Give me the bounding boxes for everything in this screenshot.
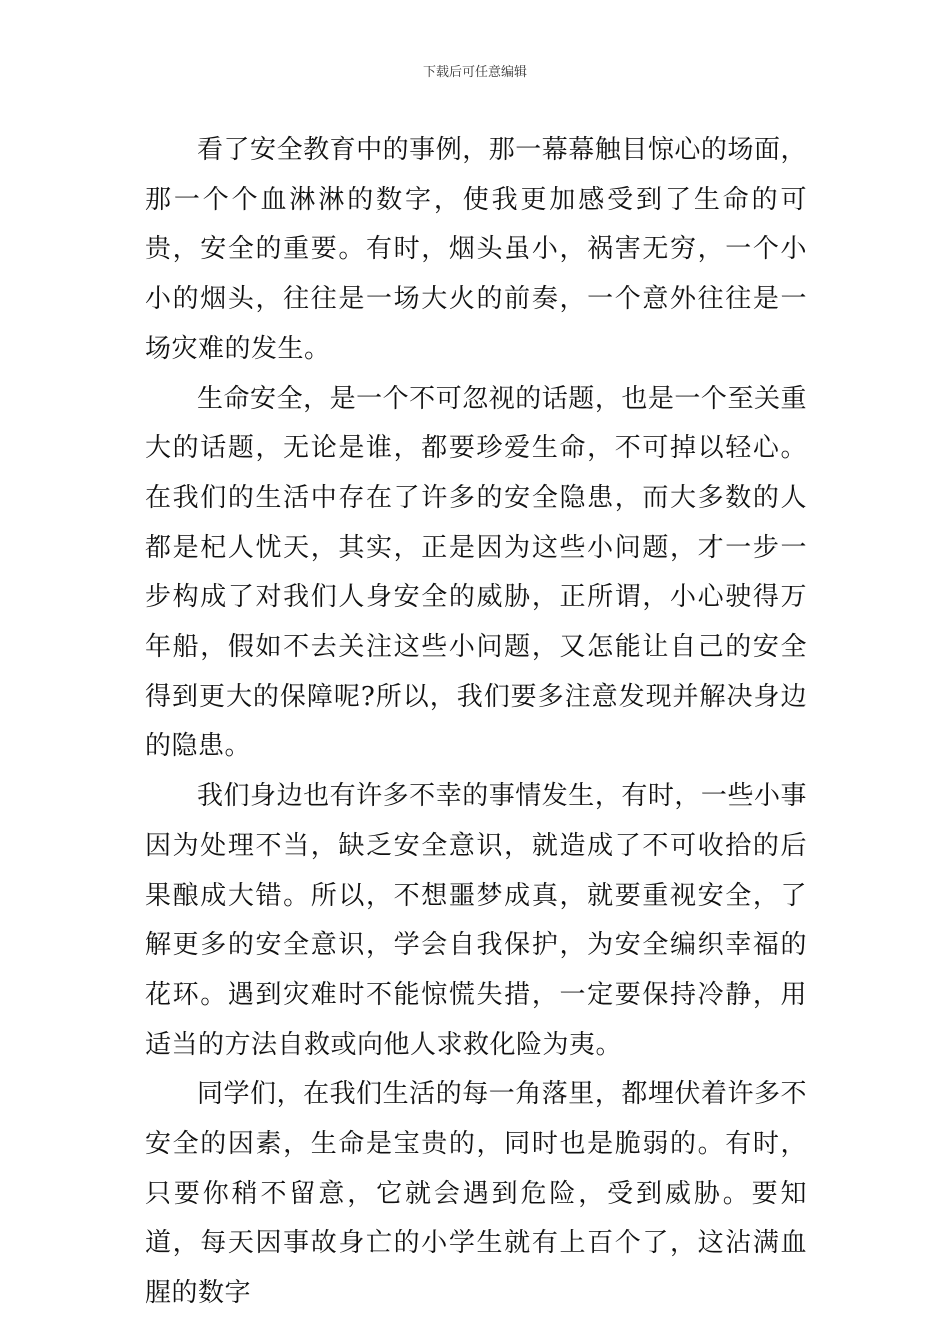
paragraph-3: 我们身边也有许多不幸的事情发生，有时，一些小事因为处理不当，缺乏安全意识，就造成了不可收拾的后果酿成大错。所以，不想噩梦成真，就要重视安全，了解更多的安全意识，学会自我保护，为安全编织幸福的花环。遇到灾难时不能惊慌失措，一定要保持冷静，用适当的方法自救或向他人求救化险为夷。 <box>145 781 807 1060</box>
paragraph-2: 生命安全，是一个不可忽视的话题，也是一个至关重大的话题，无论是谁，都要珍爱生命，不可掉以轻心。在我们的生活中存在了许多的安全隐患，而大多数的人都是杞人忧天，其实，正是因为这些小问题，才一步一步构成了对我们人身安全的威胁，正所谓，小心驶得万年船，假如不去关注这些小问题，又怎能让自己的安全得到更大的保障呢?所以，我们要多注意发现并解决身边的隐患。 <box>145 383 807 762</box>
paragraph-1: 看了安全教育中的事例，那一幕幕触目惊心的场面，那一个个血淋淋的数字，使我更加感受到了生命的可贵，安全的重要。有时，烟头虽小，祸害无穷，一个小小的烟头，往往是一场大火的前奏，一个意外往往是一场灾难的发生。 <box>145 135 807 364</box>
document-body <box>145 126 807 1319</box>
paragraph-4: 同学们，在我们生活的每一角落里，都埋伏着许多不安全的因素，生命是宝贵的，同时也是脆弱的。有时，只要你稍不留意，它就会遇到危险，受到威胁。要知道，每天因事故身亡的小学生就有上百个了，这沾满血腥的数字 <box>145 1079 807 1309</box>
page-header: 下载后可任意编辑 <box>422 65 527 80</box>
